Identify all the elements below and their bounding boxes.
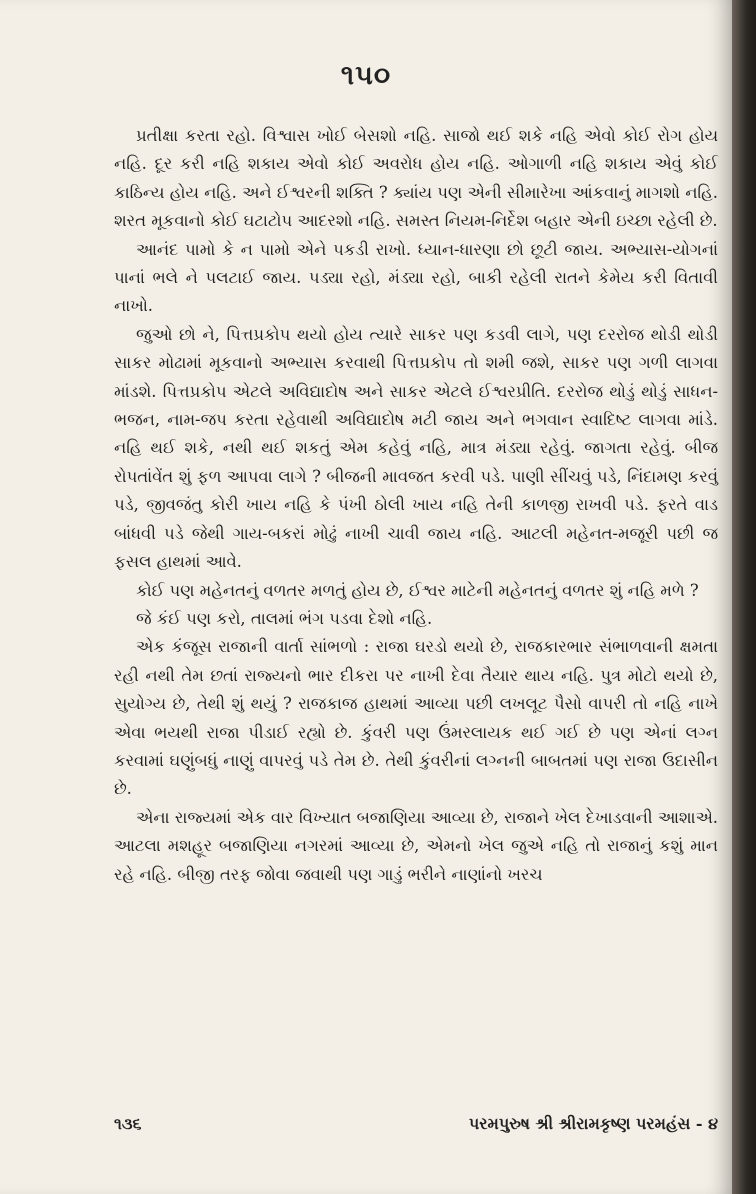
paragraph: જે કંઈ પણ કરો, તાલમાં ભંગ પડવા દેશો નહિ. <box>136 608 433 628</box>
paragraph: એના રાજ્યમાં એક વાર વિખ્યાત બજાણિયા આવ્યા છે, રાજાને ખેલ દેખાડવાની આશાએ. આટલા મશહૂર બજાણિયા નગરમાં આવ્યા છે, એમનો ખેલ જુએ નહિ તો રાજાનું કશું માન રહે નહિ. બીજી તરફ જોવા જવાથી પણ ગાડું ભરીને નાણાંનો ખરચ <box>114 807 718 884</box>
paragraph: કોઈ પણ મહેનતનું વળતર મળતું હોય છે, ઈશ્વર માટેની મહેનતનું વળતર શું નહિ મળે ? <box>136 580 699 600</box>
chapter-number: ૧૫૦ <box>340 60 392 91</box>
paragraph: જુઓ છો ને, પિત્તપ્રકોપ થયો હોય ત્યારે સાકર પણ કડવી લાગે, પણ દરરોજ થોડી થોડી સાકર મોઢામાં મૂકવાનો અભ્યાસ કરવાથી પિત્તપ્રકોપ તો શમી જશે, સાકર પણ ગળી લાગવા માંડશે. પિત્તપ્રકોપ એટલે અવિદ્યાદોષ અને સાકર એટલે ઈશ્વરપ્રીતિ. દરરોજ થોડું થોડું સાધન-ભજન, નામ-જપ કરતા રહેવાથી અવિદ્યાદોષ મટી જાય અને ભગવાન સ્વાદિષ્ટ લાગવા માંડે. નહિ થઈ શકે, નથી થઈ શકતું એમ કહેવું નહિ, માત્ર મંડ્યા રહેવું. જાગતા રહેવું. બીજ રોપતાંવેંત શું ફળ આપવા લાગે ? બીજની માવજત કરવી પડે. પાણી સીંચવું પડે, નિંદામણ કરવું પડે, જીવજંતુ કોરી ખાય નહિ કે પંખી ઠોલી ખાય નહિ તેની કાળજી રાખવી પડે. ફરતે વાડ બાંધવી પડે જેથી ગાય-બકરાં મોઢું નાખી ચાવી જાય નહિ. આટલી મહેનત-મજૂરી પછી જ ફસલ હાથમાં આવે. <box>114 324 718 572</box>
body-text <box>114 122 718 889</box>
paragraph: પ્રતીક્ષા કરતા રહો. વિશ્વાસ ખોઈ બેસશો નહિ. સાજો થઈ શકે નહિ એવો કોઈ રોગ હોય નહિ. દૂર કરી નહિ શકાય એવો કોઈ અવરોધ હોય નહિ. ઓગાળી નહિ શકાય એવું કોઈ કાઠિન્ય હોય નહિ. અને ઈશ્વરની શક્તિ ? ક્યાંય પણ એની સીમારેખા આંકવાનું માગશો નહિ. શરત મૂકવાનો કોઈ ઘટાટોપ આદરશો નહિ. સમસ્ત નિયમ-નિર્દેશ બહાર એની ઇચ્છા રહેલી છે. <box>114 126 718 231</box>
book-spine-shadow <box>732 0 756 1194</box>
paragraph: આનંદ પામો કે ન પામો એને પકડી રાખો. ધ્યાન-ધારણા છો છૂટી જાય. અભ્યાસ-યોગનાં પાનાં ભલે ને પલટાઈ જાય. પડ્યા રહો, મંડ્યા રહો, બાકી રહેલી રાતને કેમેય કરી વિતાવી નાખો. <box>114 239 718 316</box>
paragraph: એક કંજૂસ રાજાની વાર્તા સાંભળો : રાજા ઘરડો થયો છે, રાજકારભાર સંભાળવાની ક્ષમતા રહી નથી તેમ છતાં રાજ્યનો ભાર દીકરા પર નાખી દેવા તૈયાર થાય નહિ. પુત્ર મોટો થયો છે, સુયોગ્ય છે, તેથી શું થયું ? રાજકાજ હાથમાં આવ્યા પછી લખલૂટ પૈસો વાપરી તો નહિ નાખે એવા ભયથી રાજા પીડાઈ રહ્યો છે. કુંવરી પણ ઉંમરલાયક થઈ ગઈ છે પણ એનાં લગ્ન કરવામાં ઘણુંબધું નાણું વાપરવું પડે તેમ છે. તેથી કુંવરીનાં લગ્નની બાબતમાં પણ રાજા ઉદાસીન છે. <box>114 637 718 799</box>
running-title: પરમપુરુષ શ્રી શ્રીરામકૃષ્ણ પરમહંસ - ૪ <box>468 1114 718 1133</box>
page-number: ૧૩૬ <box>114 1114 142 1133</box>
